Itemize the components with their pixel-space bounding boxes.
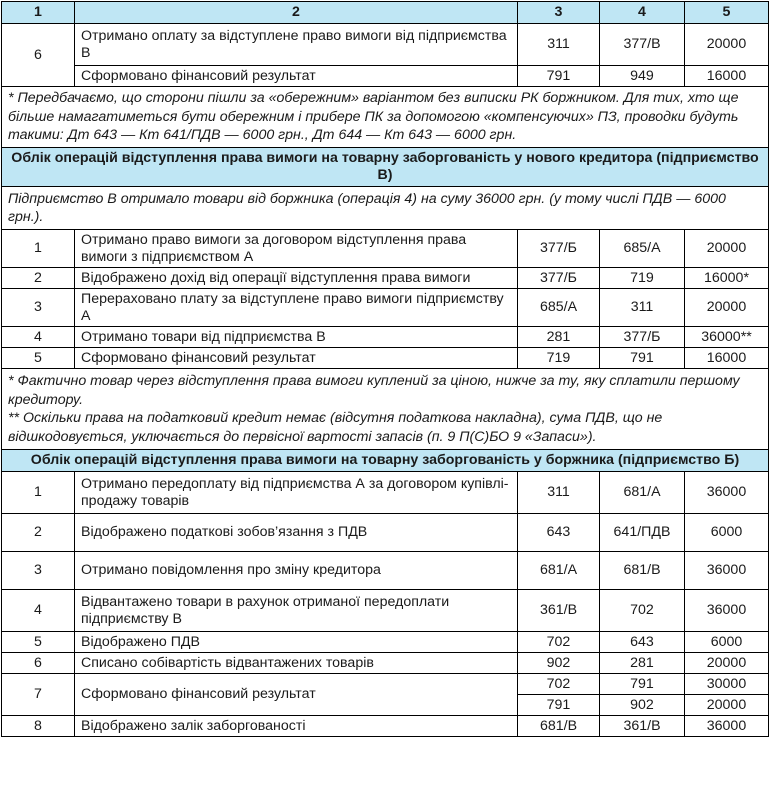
row-number: 5 xyxy=(2,632,75,653)
amount: 20000 xyxy=(685,695,769,716)
row-number: 6 xyxy=(2,24,75,87)
operation-description: Відображено податкові зобов’язання з ПДВ xyxy=(75,514,518,552)
credit-account: 719 xyxy=(600,268,685,289)
operation-description: Отримано передоплату від підприємства А за договором купівлі-продажу товарів xyxy=(75,472,518,514)
operation-description: Відображено залік заборгованості xyxy=(75,716,518,737)
amount: 20000 xyxy=(685,230,769,268)
column-header: 4 xyxy=(600,2,685,24)
debit-account: 377/Б xyxy=(518,230,600,268)
credit-account: 643 xyxy=(600,632,685,653)
operation-description: Отримано повідомлення про зміну кредитора xyxy=(75,552,518,590)
note-row xyxy=(2,87,769,148)
section-header-row xyxy=(2,450,769,472)
operation-description: Відображено ПДВ xyxy=(75,632,518,653)
row-number: 6 xyxy=(2,653,75,674)
credit-account: 361/В xyxy=(600,716,685,737)
amount: 20000 xyxy=(685,653,769,674)
operation-description: Перераховано плату за відступлене право вимоги підприємству А xyxy=(75,289,518,327)
credit-account: 377/Б xyxy=(600,327,685,348)
debit-account: 702 xyxy=(518,674,600,695)
table-row xyxy=(2,24,769,66)
debit-account: 681/В xyxy=(518,716,600,737)
amount: 16000* xyxy=(685,268,769,289)
table-row xyxy=(2,632,769,653)
credit-account: 681/В xyxy=(600,552,685,590)
row-number: 8 xyxy=(2,716,75,737)
footnote: * Передбачаємо, що сторони пішли за «обережним» варіантом без виписки РК боржником. Для тих, хто ще більше намагатиметься бути обережним і прибере ПК за допомогою «компенсуючих» ПЗ, проводки будуть такими: Дт 643 — Кт 641/ПДВ — 6000 грн., Дт 644 — Кт 643 — 6000 грн. xyxy=(2,87,769,148)
section-intro: Підприємство В отримало товари від боржника (операція 4) на суму 36000 грн. (у тому числі ПДВ — 6000 грн.). xyxy=(2,187,769,230)
row-number: 3 xyxy=(2,289,75,327)
column-header-row xyxy=(2,2,769,24)
operation-description: Сформовано фінансовий результат xyxy=(75,674,518,716)
amount: 16000 xyxy=(685,348,769,369)
table-row xyxy=(2,514,769,552)
table-row xyxy=(2,472,769,514)
amount: 20000 xyxy=(685,289,769,327)
credit-account: 791 xyxy=(600,348,685,369)
column-header: 2 xyxy=(75,2,518,24)
table-row xyxy=(2,674,769,695)
table-row xyxy=(2,552,769,590)
section-title: Облік операцій відступлення права вимоги на товарну заборгованість у нового кредитора (підприємство В) xyxy=(2,148,769,187)
table-row xyxy=(2,268,769,289)
debit-account: 702 xyxy=(518,632,600,653)
debit-account: 643 xyxy=(518,514,600,552)
row-number: 1 xyxy=(2,230,75,268)
debit-account: 681/А xyxy=(518,552,600,590)
amount: 36000** xyxy=(685,327,769,348)
debit-account: 377/Б xyxy=(518,268,600,289)
debit-account: 902 xyxy=(518,653,600,674)
row-number: 2 xyxy=(2,514,75,552)
amount: 20000 xyxy=(685,24,769,66)
column-header: 5 xyxy=(685,2,769,24)
operation-description: Отримано товари від підприємства В xyxy=(75,327,518,348)
credit-account: 949 xyxy=(600,66,685,87)
footnote xyxy=(2,369,769,450)
row-number: 4 xyxy=(2,590,75,632)
credit-account: 685/А xyxy=(600,230,685,268)
table-row xyxy=(2,289,769,327)
debit-account: 791 xyxy=(518,66,600,87)
amount: 16000 xyxy=(685,66,769,87)
operation-description: Списано собівартість відвантажених товарів xyxy=(75,653,518,674)
operation-description: Відвантажено товари в рахунок отриманої передоплати підприємству В xyxy=(75,590,518,632)
table-row xyxy=(2,327,769,348)
table-row xyxy=(2,348,769,369)
amount: 6000 xyxy=(685,514,769,552)
amount: 30000 xyxy=(685,674,769,695)
amount: 36000 xyxy=(685,552,769,590)
note-row xyxy=(2,369,769,450)
row-number: 3 xyxy=(2,552,75,590)
amount: 6000 xyxy=(685,632,769,653)
credit-account: 681/А xyxy=(600,472,685,514)
credit-account: 311 xyxy=(600,289,685,327)
debit-account: 719 xyxy=(518,348,600,369)
table-row xyxy=(2,590,769,632)
row-number: 2 xyxy=(2,268,75,289)
accounting-table xyxy=(1,1,769,737)
column-header: 1 xyxy=(2,2,75,24)
amount: 36000 xyxy=(685,590,769,632)
column-header: 3 xyxy=(518,2,600,24)
debit-account: 791 xyxy=(518,695,600,716)
amount: 36000 xyxy=(685,472,769,514)
amount: 36000 xyxy=(685,716,769,737)
credit-account: 281 xyxy=(600,653,685,674)
row-number: 7 xyxy=(2,674,75,716)
credit-account: 641/ПДВ xyxy=(600,514,685,552)
section-header-row xyxy=(2,148,769,187)
operation-description: Отримано оплату за відступлене право вимоги від підприємства В xyxy=(75,24,518,66)
operation-description: Відображено дохід від операції відступлення права вимоги xyxy=(75,268,518,289)
debit-account: 685/А xyxy=(518,289,600,327)
footnote-line: ** Оскільки права на податковий кредит немає (відсутня податкова накладна), сума ПДВ, що не відшкодовується, уключається до первісної вартості запасів (п. 9 П(С)БО 9 «Запаси»). xyxy=(8,410,663,445)
footnote-line: * Фактично товар через відступлення права вимоги куплений за ціною, нижче за ту, яку сплатили першому кредитору. xyxy=(8,373,740,408)
row-number: 5 xyxy=(2,348,75,369)
credit-account: 702 xyxy=(600,590,685,632)
debit-account: 311 xyxy=(518,472,600,514)
intro-row xyxy=(2,187,769,230)
credit-account: 791 xyxy=(600,674,685,695)
row-number: 4 xyxy=(2,327,75,348)
debit-account: 361/В xyxy=(518,590,600,632)
table-row xyxy=(2,66,769,87)
debit-account: 281 xyxy=(518,327,600,348)
table-row xyxy=(2,653,769,674)
credit-account: 377/В xyxy=(600,24,685,66)
row-number: 1 xyxy=(2,472,75,514)
credit-account: 902 xyxy=(600,695,685,716)
debit-account: 311 xyxy=(518,24,600,66)
table-row xyxy=(2,230,769,268)
operation-description: Сформовано фінансовий результат xyxy=(75,66,518,87)
table-row xyxy=(2,716,769,737)
operation-description: Отримано право вимоги за договором відступлення права вимоги з підприємством А xyxy=(75,230,518,268)
operation-description: Сформовано фінансовий результат xyxy=(75,348,518,369)
section-title: Облік операцій відступлення права вимоги на товарну заборгованість у боржника (підприємство Б) xyxy=(2,450,769,472)
